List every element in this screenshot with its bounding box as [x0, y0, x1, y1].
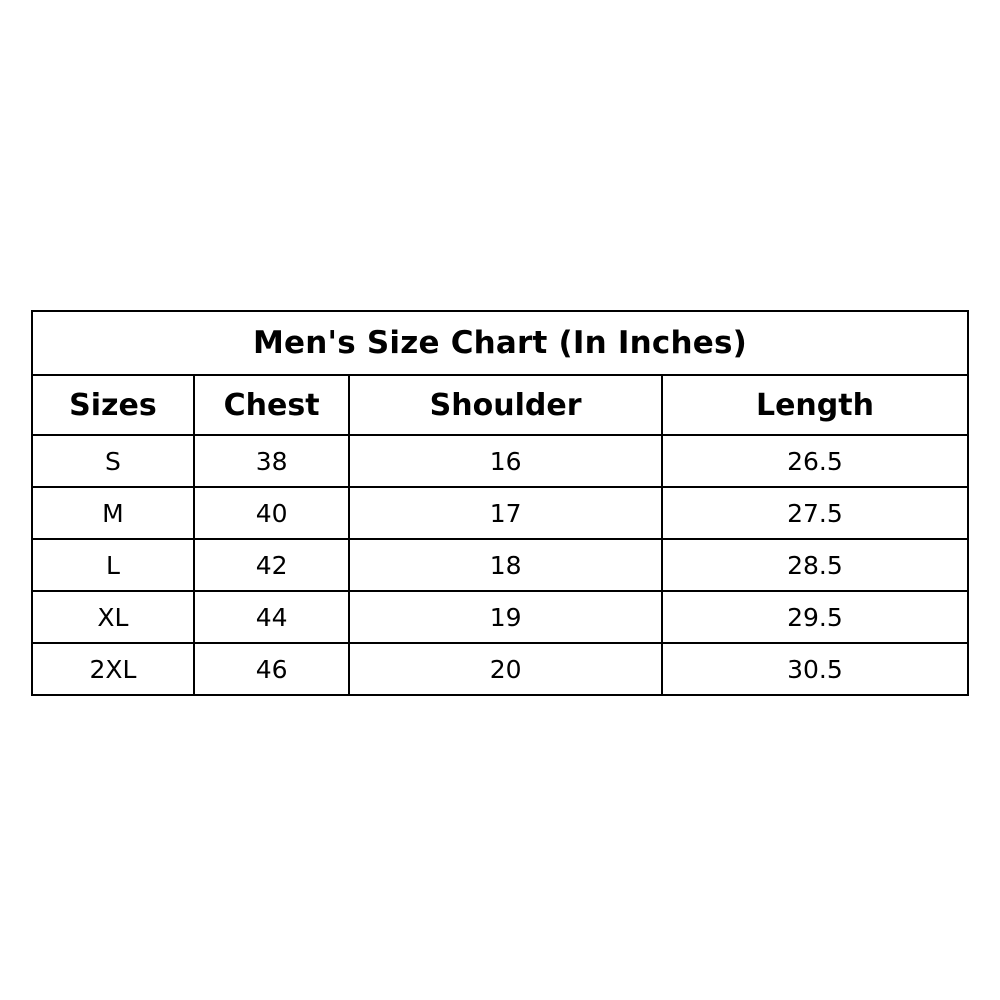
cell-length: 26.5: [662, 435, 968, 487]
table-row: [32, 591, 968, 643]
cell-size: 2XL: [32, 643, 194, 695]
table-row: [32, 643, 968, 695]
column-header-chest: Chest: [194, 375, 349, 435]
chart-title: Men's Size Chart (In Inches): [32, 311, 968, 375]
table-row: [32, 539, 968, 591]
cell-chest: 40: [194, 487, 349, 539]
cell-shoulder: 19: [349, 591, 662, 643]
column-header-length: Length: [662, 375, 968, 435]
cell-length: 30.5: [662, 643, 968, 695]
cell-chest: 38: [194, 435, 349, 487]
cell-shoulder: 18: [349, 539, 662, 591]
table-row: [32, 487, 968, 539]
table-title-row: [32, 311, 968, 375]
cell-shoulder: 20: [349, 643, 662, 695]
size-chart-container: [31, 310, 969, 696]
cell-size: XL: [32, 591, 194, 643]
cell-size: S: [32, 435, 194, 487]
cell-shoulder: 17: [349, 487, 662, 539]
table-header-row: [32, 375, 968, 435]
cell-length: 28.5: [662, 539, 968, 591]
cell-shoulder: 16: [349, 435, 662, 487]
cell-chest: 46: [194, 643, 349, 695]
cell-size: L: [32, 539, 194, 591]
table-row: [32, 435, 968, 487]
column-header-shoulder: Shoulder: [349, 375, 662, 435]
cell-length: 29.5: [662, 591, 968, 643]
cell-length: 27.5: [662, 487, 968, 539]
cell-size: M: [32, 487, 194, 539]
cell-chest: 42: [194, 539, 349, 591]
column-header-sizes: Sizes: [32, 375, 194, 435]
cell-chest: 44: [194, 591, 349, 643]
size-chart-table: [31, 310, 969, 696]
